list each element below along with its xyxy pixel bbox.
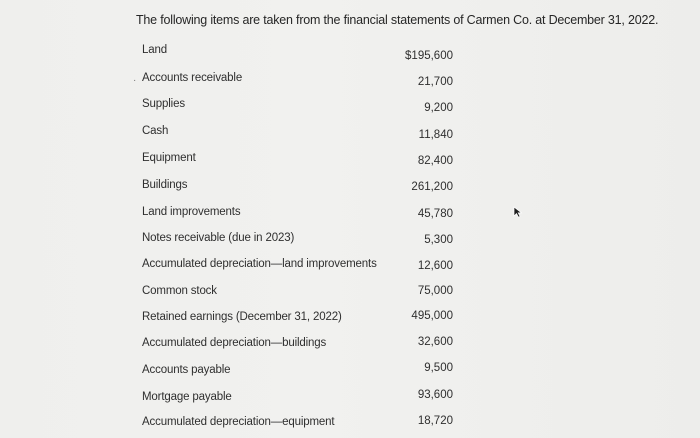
table-row — [0, 364, 700, 384]
table-row — [0, 416, 700, 436]
item-value: 21,700 — [417, 76, 453, 88]
table-row — [0, 391, 700, 411]
table-row — [0, 179, 700, 199]
table-row — [0, 72, 700, 92]
item-label: Accumulated depreciation—buildings — [142, 337, 327, 349]
item-value: 495,000 — [411, 310, 453, 322]
item-label: Cash — [142, 125, 169, 137]
table-row — [0, 258, 700, 278]
item-value: $195,600 — [405, 50, 453, 62]
item-value: 93,600 — [417, 389, 453, 401]
mouse-pointer-icon — [513, 206, 523, 218]
item-value: 9,200 — [424, 102, 453, 114]
table-row — [0, 98, 700, 118]
item-value: 75,000 — [417, 285, 453, 297]
item-label: Accumulated depreciation—equipment — [142, 416, 335, 428]
row-marker-icon: · — [133, 75, 137, 86]
table-row — [0, 232, 700, 252]
item-value: 9,500 — [424, 362, 453, 374]
item-value: 32,600 — [417, 336, 453, 348]
item-label: Accumulated depreciation—land improvements — [142, 258, 377, 270]
item-value: 12,600 — [417, 260, 453, 272]
item-label: Land — [142, 44, 167, 56]
table-row — [0, 44, 700, 64]
intro-text: The following items are taken from the financial statements of Carmen Co. at December 31, 2022. — [136, 13, 659, 27]
item-value: 18,720 — [417, 415, 453, 427]
table-row — [0, 206, 700, 226]
item-label: Notes receivable (due in 2023) — [142, 232, 295, 244]
item-value: 11,840 — [418, 129, 453, 141]
item-label: Supplies — [142, 98, 185, 110]
table-row — [0, 311, 700, 331]
table-row — [0, 125, 700, 145]
table-row — [0, 337, 700, 357]
item-value: 82,400 — [417, 155, 453, 167]
table-row — [0, 285, 700, 305]
item-label: Mortgage payable — [142, 391, 232, 403]
item-label: Buildings — [142, 179, 188, 191]
item-value: 45,780 — [417, 208, 453, 220]
table-row — [0, 152, 700, 172]
item-label: Common stock — [142, 285, 217, 297]
item-label: Accounts receivable — [142, 72, 243, 84]
item-value: 5,300 — [424, 234, 453, 246]
item-value: 261,200 — [411, 181, 453, 193]
item-label: Land improvements — [142, 206, 241, 218]
item-label: Retained earnings (December 31, 2022) — [142, 311, 342, 323]
item-label: Equipment — [142, 152, 196, 164]
item-label: Accounts payable — [142, 364, 231, 376]
